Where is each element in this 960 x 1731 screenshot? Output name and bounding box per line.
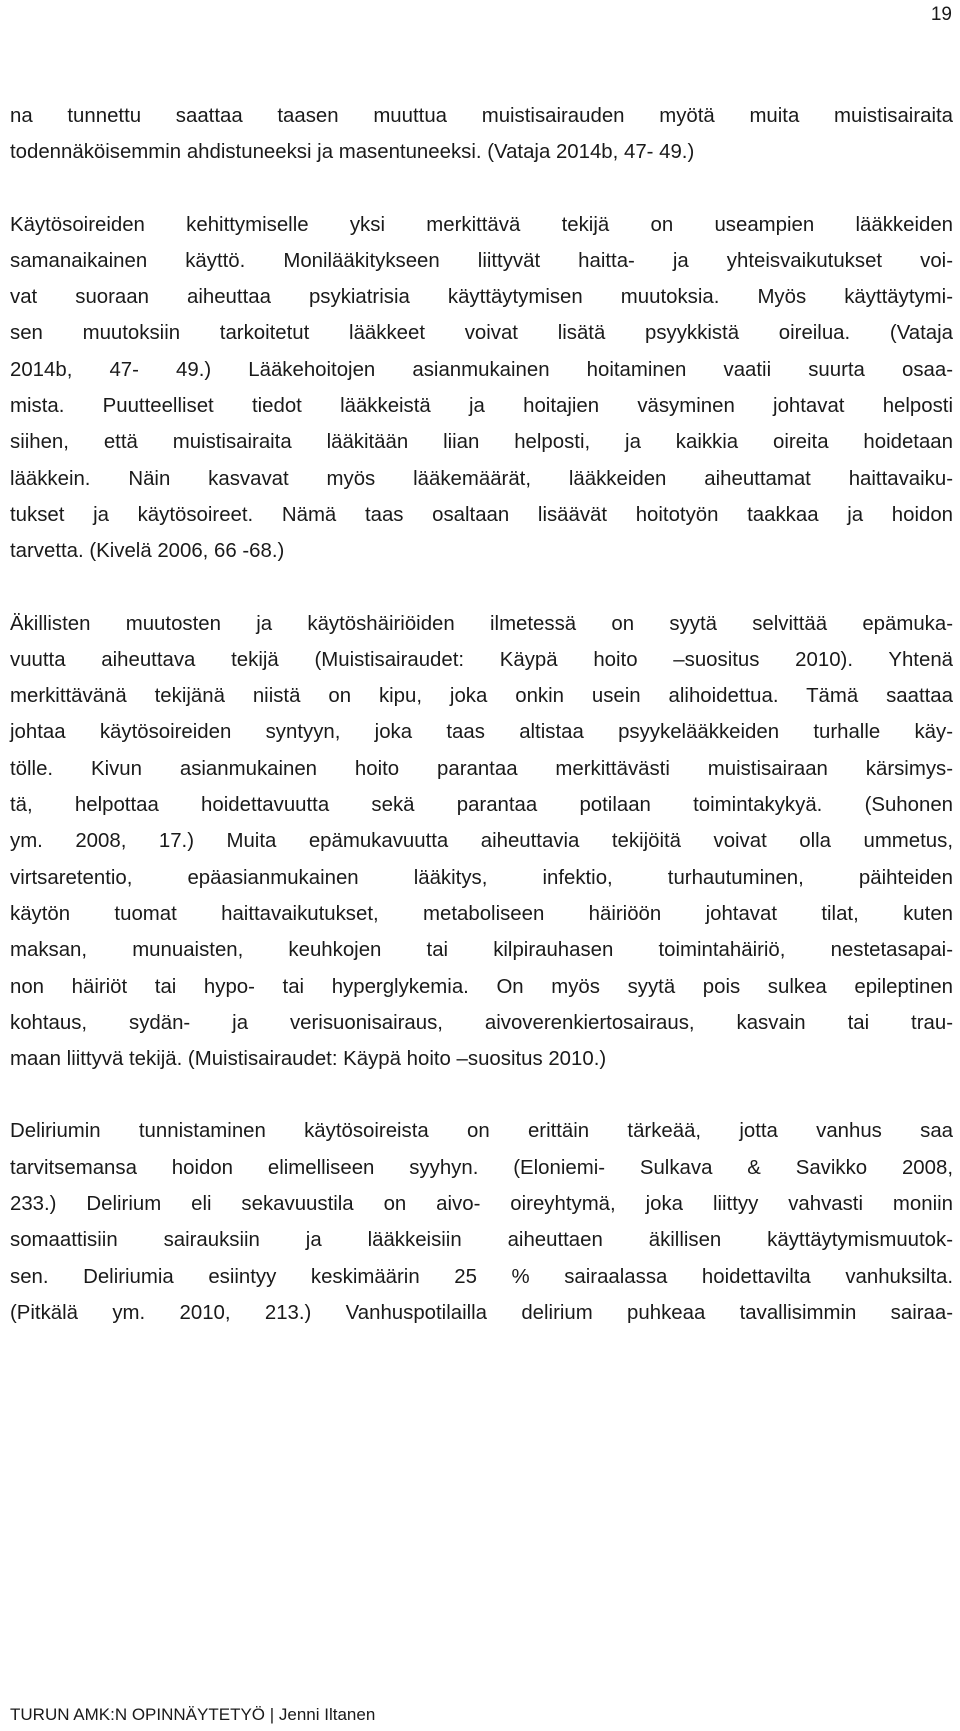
- text-line: mista. Puutteelliset tiedot lääkkeistä ja hoitajien väsyminen johtavat helposti: [10, 395, 953, 418]
- text-line: 233.) Delirium eli sekavuustila on aivo- oireyhtymä, joka liittyy vahvasti moniin: [10, 1193, 953, 1216]
- paragraph-1: [10, 98, 953, 171]
- text-line: lääkkein. Näin kasvavat myös lääkemäärät, lääkkeiden aiheuttamat haittavaiku-: [10, 467, 953, 490]
- text-line: 2014b, 47- 49.) Lääkehoitojen asianmukainen hoitaminen vaatii suurta osaa-: [10, 358, 953, 381]
- text-line: sen. Deliriumia esiintyy keskimäärin 25 % sairaalassa hoidettavilta vanhuksilta.: [10, 1265, 953, 1288]
- paragraph-3: [10, 606, 953, 1078]
- text-line: tölle. Kivun asianmukainen hoito parantaa merkittävästi muistisairaan kärsimys-: [10, 757, 953, 780]
- text-line: johtaa käytösoireiden syntyyn, joka taas altistaa psyykelääkkeiden turhalle käy-: [10, 721, 953, 744]
- text-line: tä, helpottaa hoidettavuutta sekä parantaa potilaan toimintakykyä. (Suhonen: [10, 794, 953, 817]
- text-line: maan liittyvä tekijä. (Muistisairaudet: Käypä hoito –suositus 2010.): [10, 1048, 607, 1071]
- document-body: [10, 98, 953, 1331]
- text-line: vat suoraan aiheuttaa psykiatrisia käyttäytymisen muutoksia. Myös käyttäytymi-: [10, 286, 953, 309]
- paragraph-2: [10, 207, 953, 570]
- text-line: Käytösoireiden kehittymiselle yksi merkittävä tekijä on useampien lääkkeiden: [10, 213, 953, 236]
- text-line: Äkillisten muutosten ja käytöshäiriöiden ilmetessä on syytä selvittää epämuka-: [10, 612, 953, 635]
- text-line: non häiriöt tai hypo- tai hyperglykemia. On myös syytä pois sulkea epileptinen: [10, 975, 953, 998]
- text-line: kohtaus, sydän- ja verisuonisairaus, aivoverenkiertosairaus, kasvain tai trau-: [10, 1011, 953, 1034]
- text-line: Deliriumin tunnistaminen käytösoireista on erittäin tärkeää, jotta vanhus saa: [10, 1120, 953, 1143]
- text-line: sen muutoksiin tarkoitetut lääkkeet voivat lisätä psyykkistä oireilua. (Vataja: [10, 322, 953, 345]
- text-line: ym. 2008, 17.) Muita epämukavuutta aiheuttavia tekijöitä voivat olla ummetus,: [10, 830, 953, 853]
- text-line: (Pitkälä ym. 2010, 213.) Vanhuspotilailla delirium puhkeaa tavallisimmin sairaa-: [10, 1301, 953, 1324]
- paragraph-4: [10, 1113, 953, 1331]
- text-line: samanaikainen käyttö. Monilääkitykseen liittyvät haitta- ja yhteisvaikutukset voi-: [10, 249, 953, 272]
- text-line: somaattisiin sairauksiin ja lääkkeisiin aiheuttaen äkillisen käyttäytymismuutok-: [10, 1229, 953, 1252]
- text-line: käytön tuomat haittavaikutukset, metaboliseen häiriöön johtavat tilat, kuten: [10, 902, 953, 925]
- text-line: tarvetta. (Kivelä 2006, 66 -68.): [10, 540, 285, 563]
- page-number: 19: [930, 4, 952, 25]
- text-line: tarvitsemansa hoidon elimelliseen syyhyn. (Eloniemi- Sulkava & Savikko 2008,: [10, 1156, 953, 1179]
- page-footer: TURUN AMK:N OPINNÄYTETYÖ | Jenni Iltanen: [10, 1705, 376, 1724]
- text-line: merkittävänä tekijänä niistä on kipu, joka onkin usein alihoidettua. Tämä saattaa: [10, 685, 953, 708]
- text-line: tukset ja käytösoireet. Nämä taas osaltaan lisäävät hoitotyön taakkaa ja hoidon: [10, 503, 953, 526]
- text-line: virtsaretentio, epäasianmukainen lääkitys, infektio, turhautuminen, päihteiden: [10, 866, 953, 889]
- text-line: maksan, munuaisten, keuhkojen tai kilpirauhasen toimintahäiriö, nestetasapai-: [10, 939, 953, 962]
- text-line: vuutta aiheuttava tekijä (Muistisairaudet: Käypä hoito –suositus 2010). Yhtenä: [10, 648, 953, 671]
- text-line: siihen, että muistisairaita lääkitään liian helposti, ja kaikkia oireita hoidetaan: [10, 431, 953, 454]
- text-line: todennäköisemmin ahdistuneeksi ja masentuneeksi. (Vataja 2014b, 47- 49.): [10, 141, 695, 164]
- text-line: na tunnettu saattaa taasen muuttua muistisairauden myötä muita muistisairaita: [10, 105, 953, 127]
